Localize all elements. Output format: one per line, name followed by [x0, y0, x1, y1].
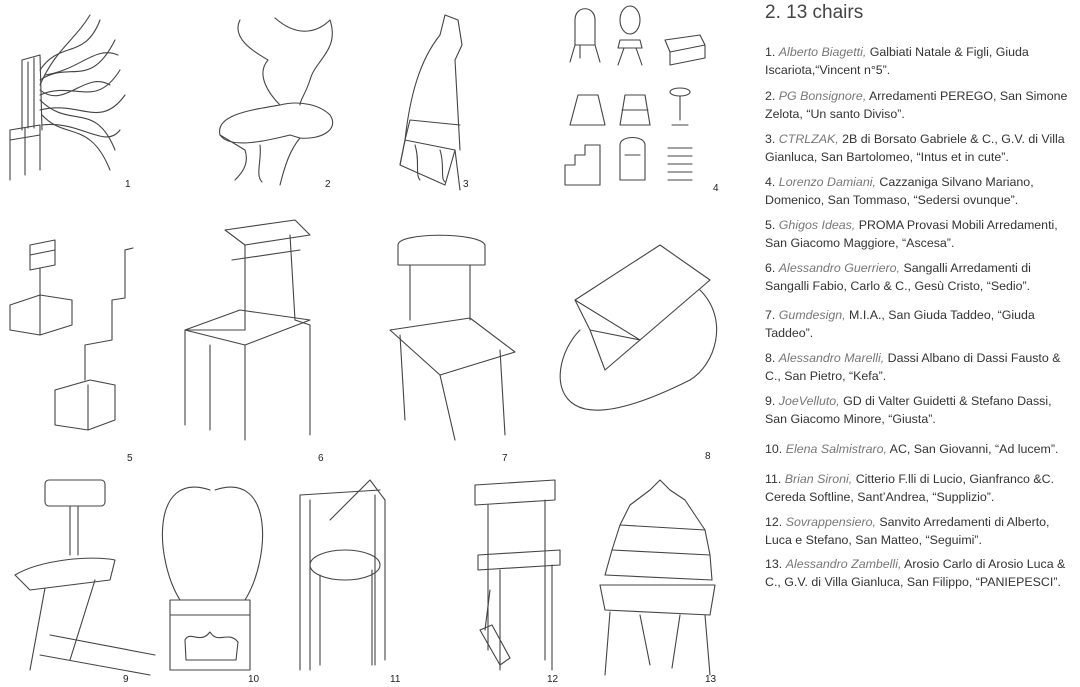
sketch-number: 6 — [318, 453, 324, 464]
caption-entry — [765, 217, 1077, 252]
entry-details: Arosio Carlo di Arosio Luca & C., G.V. di Villa Gianluca, San Filippo, “PANIEPESCI”. — [765, 557, 1066, 589]
sketch-11 — [300, 480, 385, 670]
sketch-number: 4 — [713, 183, 719, 194]
entry-number: 8. — [765, 351, 776, 365]
caption-entry — [765, 131, 1077, 166]
entry-number: 10. — [765, 442, 783, 456]
sketch-8 — [560, 245, 716, 410]
caption-entry — [765, 307, 1077, 342]
caption-panel — [765, 0, 1080, 687]
entry-details: Citterio F.lli di Lucio, Gianfranco &C. Cereda Softline, Sant’Andrea, “Supplizio”. — [765, 472, 1055, 504]
designer-name: JoeVelluto, — [778, 394, 840, 408]
entry-details: Sangalli Arredamenti di Sangalli Fabio, Carlo & C., Gesù Cristo, “Sedio”. — [765, 261, 1031, 293]
designer-name: Sovrappensiero, — [785, 515, 876, 529]
entry-number: 4. — [765, 175, 776, 189]
entry-number: 12. — [765, 515, 783, 529]
entry-details: Galbiati Natale & Figli, Giuda Iscariota,“Vincent n°5”. — [765, 45, 1029, 77]
sketch-4 — [565, 6, 705, 185]
sketch-1 — [10, 15, 125, 180]
designer-name: Brian Sironi, — [784, 472, 853, 486]
designer-name: Elena Salmistraro, — [785, 442, 887, 456]
sketch-number: 8 — [705, 451, 711, 462]
sketch-number: 5 — [127, 453, 133, 464]
entry-number: 3. — [765, 132, 776, 146]
entry-details: Sanvito Arredamenti di Alberto, Luca e Stefano, San Matteo, “Seguimi”. — [765, 515, 1050, 547]
designer-name: Ghigos Ideas, — [778, 218, 856, 232]
caption-entry — [765, 556, 1077, 591]
entry-details: Cazzaniga Silvano Mariano, Domenico, San Tommaso, “Sedersi ovunque”. — [765, 175, 1034, 207]
sketch-number: 11 — [390, 674, 401, 685]
caption-entry — [765, 88, 1077, 123]
sketch-6 — [185, 220, 310, 440]
entry-number: 1. — [765, 45, 776, 59]
entry-number: 7. — [765, 308, 776, 322]
entry-number: 9. — [765, 394, 776, 408]
sketch-number: 1 — [125, 179, 131, 190]
designer-name: Alberto Biagetti, — [778, 45, 867, 59]
page-title: 2. 13 chairs — [765, 2, 864, 23]
caption-entry — [765, 393, 1077, 428]
caption-entry — [765, 174, 1077, 209]
sketch-number: 7 — [502, 453, 508, 464]
designer-name: Alessandro Marelli, — [778, 351, 885, 365]
sketch-number: 13 — [705, 674, 717, 685]
entry-details: PROMA Provasi Mobili Arredamenti, San Giacomo Maggiore, “Ascesa”. — [765, 218, 1058, 250]
designer-name: Lorenzo Damiani, — [778, 175, 876, 189]
caption-entry — [765, 471, 1077, 506]
designer-name: Gumdesign, — [778, 308, 846, 322]
sketch-9 — [15, 480, 155, 675]
caption-entry — [765, 441, 1077, 459]
sketch-5 — [10, 240, 133, 430]
designer-name: Alessandro Zambelli, — [785, 557, 902, 571]
sketch-7 — [390, 235, 515, 440]
designer-name: CTRLZAK, — [778, 132, 839, 146]
sketch-3 — [400, 15, 462, 190]
sketch-number: 12 — [547, 674, 559, 685]
sketch-10 — [162, 487, 262, 670]
entry-number: 2. — [765, 89, 776, 103]
sketch-number: 9 — [123, 674, 129, 685]
entry-details: 2B di Borsato Gabriele & C., G.V. di Villa Gianluca, San Bartolomeo, “Intus et in cute”. — [765, 132, 1065, 164]
sketch-12 — [475, 480, 560, 670]
sketch-13 — [600, 480, 715, 675]
designer-name: PG Bonsignore, — [778, 89, 867, 103]
entry-number: 6. — [765, 261, 776, 275]
caption-entry — [765, 350, 1077, 385]
sketch-number: 3 — [463, 179, 469, 190]
entry-number: 5. — [765, 218, 776, 232]
entry-details: GD di Valter Guidetti & Stefano Dassi, San Giacomo Minore, “Giusta”. — [765, 394, 1052, 426]
caption-entry — [765, 44, 1077, 79]
entry-number: 11. — [765, 472, 782, 486]
entry-details: Dassi Albano di Dassi Fausto & C., San Pietro, “Kefa”. — [765, 351, 1061, 383]
entry-number: 13. — [765, 557, 783, 571]
entry-details: M.I.A., San Giuda Taddeo, “Giuda Taddeo”. — [765, 308, 1035, 340]
sketch-2 — [220, 18, 333, 185]
entry-details: AC, San Giovanni, “Ad lucem”. — [886, 442, 1059, 456]
caption-entry — [765, 260, 1077, 295]
designer-name: Alessandro Guerriero, — [778, 261, 901, 275]
entry-details: Arredamenti PEREGO, San Simone Zelota, “Un santo Diviso”. — [765, 89, 1068, 121]
sketch-number: 10 — [248, 674, 260, 685]
sketch-number: 2 — [325, 179, 331, 190]
caption-entry — [765, 514, 1077, 549]
